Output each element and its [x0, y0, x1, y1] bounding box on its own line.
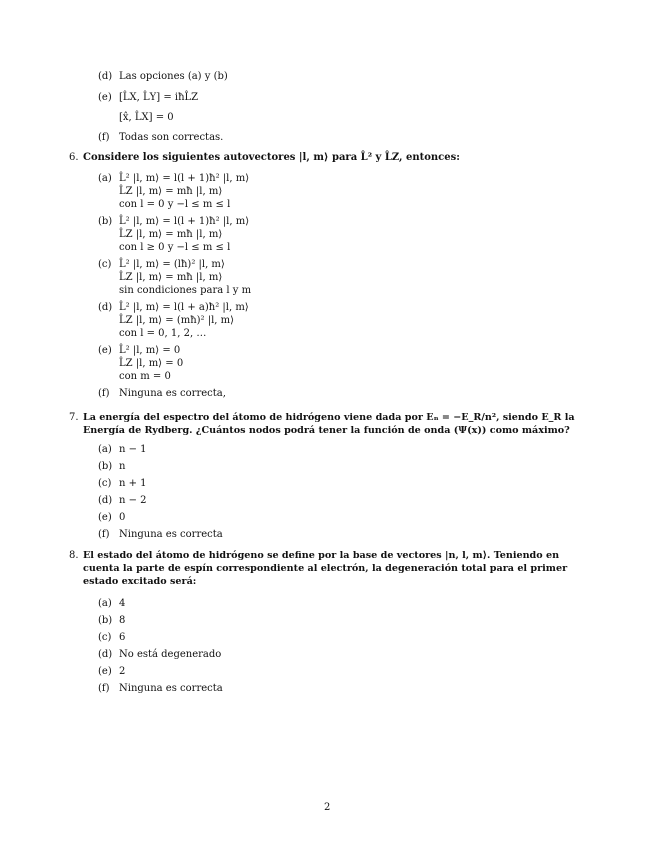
option-text: L̂Z |l, m⟩ = mħ |l, m⟩: [119, 229, 223, 240]
option-label: (a): [98, 444, 112, 455]
option-text: L̂Z |l, m⟩ = 0: [119, 358, 184, 369]
option-label: (f): [98, 132, 110, 143]
question-number: 6.: [69, 152, 79, 163]
option-text: Ninguna es correcta,: [119, 388, 226, 399]
option-text: 2: [119, 666, 126, 677]
option-label: (c): [98, 632, 112, 643]
option-text: 8: [119, 615, 126, 626]
option-text: Las opciones (a) y (b): [119, 71, 228, 82]
option-text: Todas son correctas.: [119, 132, 224, 143]
option-text: n: [119, 461, 126, 472]
option-text: con l = 0, 1, 2, …: [119, 328, 207, 339]
option-text: con l ≥ 0 y −l ≤ m ≤ l: [119, 242, 231, 253]
question-text: Considere los siguientes autovectores |l, m⟩ para L̂² y L̂Z, entonces:: [83, 152, 460, 163]
option-text: L̂² |l, m⟩ = 0: [119, 345, 181, 356]
option-label: (b): [98, 216, 113, 227]
option-text: L̂² |l, m⟩ = (lħ)² |l, m⟩: [119, 259, 225, 270]
question-text: La energía del espectro del átomo de hidrógeno viene dada por Eₙ = −E_R/n², siendo E_R la: [83, 412, 575, 423]
option-label: (b): [98, 615, 113, 626]
option-label: (f): [98, 388, 110, 399]
option-text: Ninguna es correcta: [119, 529, 223, 540]
option-label: (a): [98, 598, 112, 609]
question-number: 8.: [69, 550, 79, 561]
option-label: (f): [98, 683, 110, 694]
page-number: 2: [324, 802, 331, 813]
question-text: estado excitado será:: [83, 576, 197, 587]
option-text: No está degenerado: [119, 649, 222, 660]
option-label: (b): [98, 461, 113, 472]
option-text: [L̂X, L̂Y] = iħL̂Z: [119, 92, 199, 103]
option-text: L̂² |l, m⟩ = l(l + 1)ħ² |l, m⟩: [119, 216, 250, 227]
option-text: L̂² |l, m⟩ = l(l + 1)ħ² |l, m⟩: [119, 173, 250, 184]
option-label: (c): [98, 259, 112, 270]
option-text: 6: [119, 632, 126, 643]
option-label: (e): [98, 666, 112, 677]
option-text: L̂Z |l, m⟩ = mħ |l, m⟩: [119, 272, 223, 283]
option-text: Ninguna es correcta: [119, 683, 223, 694]
option-text: sin condiciones para l y m: [119, 285, 252, 296]
option-text: 4: [119, 598, 126, 609]
option-label: (c): [98, 478, 112, 489]
option-text: 0: [119, 512, 126, 523]
option-text: L̂² |l, m⟩ = l(l + a)ħ² |l, m⟩: [119, 302, 249, 313]
question-number: 7.: [69, 412, 79, 423]
question-text: Energía de Rydberg. ¿Cuántos nodos podrá tener la función de onda (Ψ(x)) como máximo?: [83, 425, 570, 436]
option-label: (f): [98, 529, 110, 540]
option-text: [x̂, L̂X] = 0: [119, 112, 174, 123]
option-label: (e): [98, 92, 112, 103]
option-label: (d): [98, 649, 113, 660]
option-text: con l = 0 y −l ≤ m ≤ l: [119, 199, 231, 210]
option-text: con m = 0: [119, 371, 171, 382]
option-label: (d): [98, 302, 113, 313]
option-label: (d): [98, 495, 113, 506]
question-text: El estado del átomo de hidrógeno se define por la base de vectores |n, l, m⟩. Teniendo en: [83, 550, 560, 561]
option-label: (e): [98, 512, 112, 523]
option-text: n − 2: [119, 495, 147, 506]
option-text: L̂Z |l, m⟩ = (mħ)² |l, m⟩: [119, 315, 235, 326]
question-text: cuenta la parte de espín correspondiente al electrón, la degeneración total para el primer: [83, 563, 568, 574]
option-text: n − 1: [119, 444, 147, 455]
option-label: (d): [98, 71, 113, 82]
option-label: (a): [98, 173, 112, 184]
option-text: n + 1: [119, 478, 147, 489]
option-text: L̂Z |l, m⟩ = mħ |l, m⟩: [119, 186, 223, 197]
option-label: (e): [98, 345, 112, 356]
